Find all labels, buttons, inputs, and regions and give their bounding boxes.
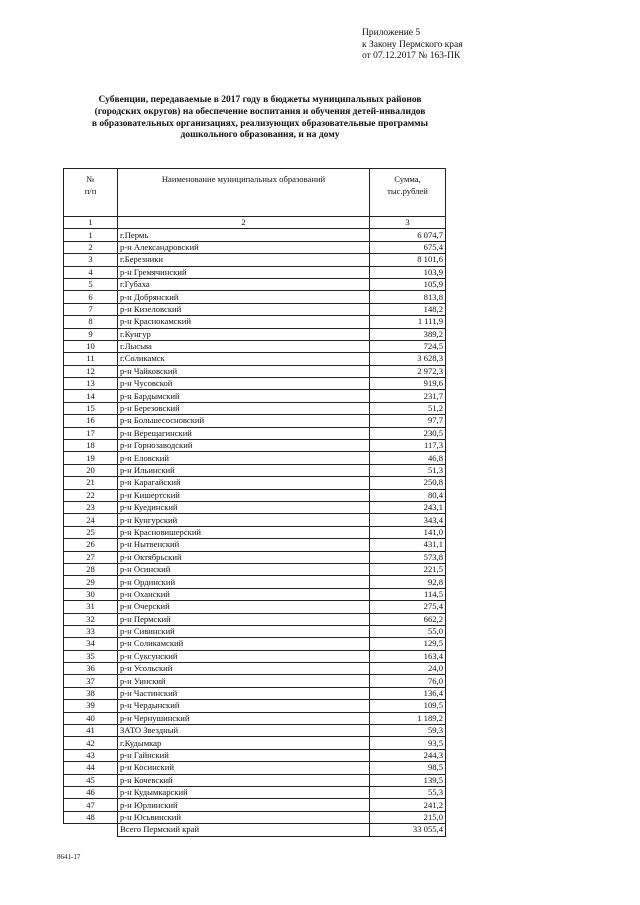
table-row: [64, 663, 446, 675]
row-name: г.Лысьва: [118, 340, 370, 352]
row-number: 25: [64, 526, 118, 538]
table-row: [64, 378, 446, 390]
row-name: г.Кунгур: [118, 328, 370, 340]
header-number-line-2: п/п: [84, 186, 97, 196]
row-name: р-н Юрлинский: [118, 799, 370, 811]
table-row: [64, 588, 446, 600]
header-sum-line-1: Сумма,: [394, 174, 421, 184]
header-sum: [370, 169, 446, 217]
row-name: р-н Усольский: [118, 663, 370, 675]
row-number: 40: [64, 712, 118, 724]
table-row: [64, 811, 446, 823]
header-sum-line-2: тыс.рублей: [387, 186, 428, 196]
row-number: 8: [64, 316, 118, 328]
row-number: 38: [64, 687, 118, 699]
row-number: 47: [64, 799, 118, 811]
table-row: [64, 725, 446, 737]
row-name: р-н Чусовской: [118, 378, 370, 390]
row-number: 26: [64, 539, 118, 551]
header-name: Наименование муниципальных образований: [118, 169, 370, 217]
row-sum: 221,5: [370, 563, 446, 575]
table-row: [64, 440, 446, 452]
row-name: р-н Кизеловский: [118, 303, 370, 315]
row-number: 43: [64, 749, 118, 761]
row-sum: 431,1: [370, 539, 446, 551]
row-name: р-н Березовский: [118, 402, 370, 414]
table-row: [64, 241, 446, 253]
table-row: [64, 675, 446, 687]
table-row: [64, 452, 446, 464]
row-number: 45: [64, 774, 118, 786]
row-name: р-н Октябрьский: [118, 551, 370, 563]
row-sum: 215,0: [370, 811, 446, 823]
appendix-line-2: к Закону Пермского края: [362, 39, 463, 50]
header-number-line-1: №: [86, 174, 95, 184]
row-sum: 250,8: [370, 477, 446, 489]
row-name: г.Губаха: [118, 278, 370, 290]
title-line-4: дошкольного образования, и на дому: [180, 130, 340, 141]
row-number: 13: [64, 378, 118, 390]
row-sum: 275,4: [370, 601, 446, 613]
row-number: 36: [64, 663, 118, 675]
row-number: 1: [64, 229, 118, 241]
table-row: [64, 749, 446, 761]
table-row: [64, 712, 446, 724]
row-sum: 59,3: [370, 725, 446, 737]
row-sum: 76,0: [370, 675, 446, 687]
row-name: р-н Суксунский: [118, 650, 370, 662]
row-number: 35: [64, 650, 118, 662]
row-name: р-н Очерский: [118, 601, 370, 613]
column-number-1: 1: [64, 217, 118, 229]
table-row: [64, 774, 446, 786]
row-number: 7: [64, 303, 118, 315]
row-number: 37: [64, 675, 118, 687]
row-number: 28: [64, 563, 118, 575]
row-number: 42: [64, 737, 118, 749]
row-sum: 675,4: [370, 241, 446, 253]
row-name: р-н Красновишерский: [118, 526, 370, 538]
row-sum: 80,4: [370, 489, 446, 501]
row-name: р-н Чайковский: [118, 365, 370, 377]
table-row: [64, 464, 446, 476]
row-name: р-н Добрянский: [118, 291, 370, 303]
row-sum: 6 074,7: [370, 229, 446, 241]
row-name: р-н Гремячинский: [118, 266, 370, 278]
row-number: 48: [64, 811, 118, 823]
table-row: [64, 526, 446, 538]
row-number: 27: [64, 551, 118, 563]
row-name: р-н Чердынский: [118, 700, 370, 712]
row-number: 44: [64, 762, 118, 774]
table-row: [64, 229, 446, 241]
row-name: р-н Верещагинский: [118, 427, 370, 439]
row-sum: 103,9: [370, 266, 446, 278]
row-name: р-н Кочевский: [118, 774, 370, 786]
total-label: Всего Пермский край: [118, 824, 370, 836]
row-name: р-н Сивинский: [118, 625, 370, 637]
row-name: р-н Карагайский: [118, 477, 370, 489]
row-sum: 343,4: [370, 514, 446, 526]
row-number: 5: [64, 278, 118, 290]
total-empty-cell: [64, 824, 118, 836]
table-row: [64, 477, 446, 489]
column-numbers-row: [64, 217, 446, 229]
row-name: р-н Пермский: [118, 613, 370, 625]
row-name: р-н Горнозаводский: [118, 440, 370, 452]
row-sum: 129,5: [370, 638, 446, 650]
row-name: г.Березники: [118, 254, 370, 266]
table-row: [64, 786, 446, 798]
table-row: [64, 415, 446, 427]
table-row: [64, 737, 446, 749]
row-name: г.Пермь: [118, 229, 370, 241]
row-name: р-н Краснокамский: [118, 316, 370, 328]
row-name: р-н Соликамский: [118, 638, 370, 650]
row-sum: 244,3: [370, 749, 446, 761]
table-row: [64, 427, 446, 439]
row-number: 33: [64, 625, 118, 637]
row-number: 41: [64, 725, 118, 737]
row-number: 11: [64, 353, 118, 365]
row-number: 12: [64, 365, 118, 377]
document-code: 8641-17: [57, 853, 81, 861]
row-number: 2: [64, 241, 118, 253]
row-name: ЗАТО Звездный: [118, 725, 370, 737]
header-number: [64, 169, 118, 217]
row-number: 39: [64, 700, 118, 712]
table-row: [64, 799, 446, 811]
row-sum: 98,5: [370, 762, 446, 774]
row-number: 30: [64, 588, 118, 600]
row-sum: 46,8: [370, 452, 446, 464]
row-name: р-н Ординский: [118, 576, 370, 588]
row-name: р-н Александровский: [118, 241, 370, 253]
table-row: [64, 402, 446, 414]
row-number: 6: [64, 291, 118, 303]
row-number: 15: [64, 402, 118, 414]
row-sum: 241,2: [370, 799, 446, 811]
row-sum: 55,0: [370, 625, 446, 637]
table-row: [64, 291, 446, 303]
row-number: 21: [64, 477, 118, 489]
table-row: [64, 501, 446, 513]
row-number: 16: [64, 415, 118, 427]
row-sum: 919,6: [370, 378, 446, 390]
table-row: [64, 539, 446, 551]
row-name: р-н Куединский: [118, 501, 370, 513]
row-number: 9: [64, 328, 118, 340]
row-sum: 163,4: [370, 650, 446, 662]
row-sum: 1 111,9: [370, 316, 446, 328]
row-sum: 55,3: [370, 786, 446, 798]
row-number: 24: [64, 514, 118, 526]
table-row: [64, 365, 446, 377]
table-row: [64, 563, 446, 575]
row-name: р-н Уинский: [118, 675, 370, 687]
title-line-1: Субвенции, передаваемые в 2017 году в бюджеты муниципальных районов: [98, 95, 422, 105]
row-sum: 8 101,6: [370, 254, 446, 266]
row-name: р-н Осинский: [118, 563, 370, 575]
row-number: 17: [64, 427, 118, 439]
appendix-line-1: Приложение 5: [362, 28, 421, 38]
row-name: р-н Кишертский: [118, 489, 370, 501]
row-number: 18: [64, 440, 118, 452]
table-row: [64, 254, 446, 266]
column-number-3: 3: [370, 217, 446, 229]
appendix-header: [362, 28, 463, 63]
row-sum: 230,5: [370, 427, 446, 439]
row-number: 22: [64, 489, 118, 501]
document-title: [70, 95, 450, 142]
row-number: 23: [64, 501, 118, 513]
row-sum: 141,0: [370, 526, 446, 538]
row-sum: 148,2: [370, 303, 446, 315]
table-row: [64, 613, 446, 625]
table-row: [64, 601, 446, 613]
table-row: [64, 514, 446, 526]
table-row: [64, 687, 446, 699]
row-number: 14: [64, 390, 118, 402]
title-line-2: (городских округов) на обеспечение воспитания и обучения детей-инвалидов: [94, 106, 426, 117]
table-row: [64, 625, 446, 637]
row-number: 19: [64, 452, 118, 464]
row-number: 4: [64, 266, 118, 278]
row-number: 46: [64, 786, 118, 798]
appendix-line-3: от 07.12.2017 № 163-ПК: [362, 51, 461, 61]
row-sum: 109,5: [370, 700, 446, 712]
row-name: р-н Кунгурский: [118, 514, 370, 526]
row-sum: 51,3: [370, 464, 446, 476]
table-row: [64, 340, 446, 352]
row-sum: 231,7: [370, 390, 446, 402]
row-name: р-н Большесосновский: [118, 415, 370, 427]
row-name: р-н Частинский: [118, 687, 370, 699]
row-name: г.Соликамск: [118, 353, 370, 365]
table-row: [64, 650, 446, 662]
row-name: р-н Гайнский: [118, 749, 370, 761]
row-name: р-н Чернушинский: [118, 712, 370, 724]
row-name: р-н Нытвенский: [118, 539, 370, 551]
total-row: [64, 824, 446, 836]
row-sum: 93,5: [370, 737, 446, 749]
row-name: г.Кудымкар: [118, 737, 370, 749]
table-row: [64, 700, 446, 712]
row-number: 34: [64, 638, 118, 650]
table-row: [64, 278, 446, 290]
row-name: р-н Еловский: [118, 452, 370, 464]
row-sum: 724,5: [370, 340, 446, 352]
row-sum: 3 628,3: [370, 353, 446, 365]
row-sum: 139,5: [370, 774, 446, 786]
table-header-row: [64, 169, 446, 217]
row-sum: 1 189,2: [370, 712, 446, 724]
row-name: р-н Косинский: [118, 762, 370, 774]
table-row: [64, 762, 446, 774]
total-sum: 33 055,4: [370, 824, 446, 836]
row-sum: 389,2: [370, 328, 446, 340]
table-row: [64, 303, 446, 315]
table-row: [64, 638, 446, 650]
row-number: 29: [64, 576, 118, 588]
row-sum: 662,2: [370, 613, 446, 625]
row-name: р-н Бардымский: [118, 390, 370, 402]
row-name: р-н Оханский: [118, 588, 370, 600]
row-sum: 117,3: [370, 440, 446, 452]
title-line-3: в образовательных организациях, реализующих образовательные программы: [91, 118, 429, 129]
row-number: 10: [64, 340, 118, 352]
row-number: 32: [64, 613, 118, 625]
row-sum: 813,8: [370, 291, 446, 303]
row-sum: 136,4: [370, 687, 446, 699]
subsidy-table: [63, 168, 446, 837]
table-row: [64, 390, 446, 402]
row-number: 31: [64, 601, 118, 613]
row-number: 3: [64, 254, 118, 266]
row-name: р-н Кудымкарский: [118, 786, 370, 798]
table-row: [64, 353, 446, 365]
table-row: [64, 551, 446, 563]
row-sum: 2 972,3: [370, 365, 446, 377]
row-sum: 97,7: [370, 415, 446, 427]
row-sum: 114,5: [370, 588, 446, 600]
table-row: [64, 489, 446, 501]
row-sum: 24,0: [370, 663, 446, 675]
table-row: [64, 266, 446, 278]
row-sum: 92,8: [370, 576, 446, 588]
row-number: 20: [64, 464, 118, 476]
table-row: [64, 316, 446, 328]
row-sum: 51,2: [370, 402, 446, 414]
row-sum: 105,9: [370, 278, 446, 290]
column-number-2: 2: [118, 217, 370, 229]
row-name: р-н Ильинский: [118, 464, 370, 476]
table-row: [64, 328, 446, 340]
row-sum: 243,1: [370, 501, 446, 513]
row-sum: 573,8: [370, 551, 446, 563]
table-row: [64, 576, 446, 588]
row-name: р-н Юсьвинский: [118, 811, 370, 823]
